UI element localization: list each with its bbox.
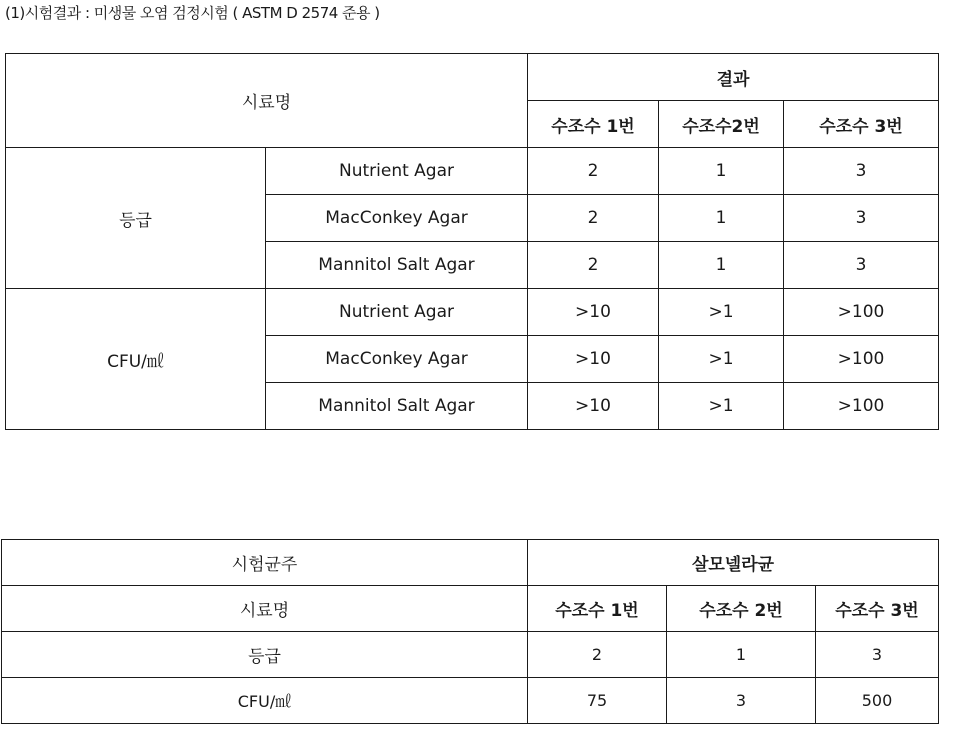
col-header: 수조수 3번 bbox=[784, 101, 939, 148]
cell-value: >100 bbox=[784, 383, 939, 430]
medium-label: Mannitol Salt Agar bbox=[266, 383, 528, 430]
cell-value: 1 bbox=[667, 632, 816, 678]
sample-name-header: 시료명 bbox=[6, 54, 528, 148]
strain-name: 살모넬라균 bbox=[528, 540, 939, 586]
cell-value: >10 bbox=[528, 383, 659, 430]
medium-label: MacConkey Agar bbox=[266, 336, 528, 383]
cell-value: 1 bbox=[659, 242, 784, 289]
medium-label: Mannitol Salt Agar bbox=[266, 242, 528, 289]
strain-header: 시험균주 bbox=[2, 540, 528, 586]
sample-name-header: 시료명 bbox=[2, 586, 528, 632]
col-header: 수조수 3번 bbox=[816, 586, 939, 632]
medium-label: Nutrient Agar bbox=[266, 148, 528, 195]
cell-value: 3 bbox=[667, 678, 816, 724]
section-title: (1)시험결과 : 미생물 오염 검정시험 ( ASTM D 2574 준용 ) bbox=[5, 4, 380, 22]
col-header: 수조수 2번 bbox=[667, 586, 816, 632]
cell-value: 3 bbox=[784, 242, 939, 289]
medium-label: Nutrient Agar bbox=[266, 289, 528, 336]
cell-value: 75 bbox=[528, 678, 667, 724]
cell-value: >10 bbox=[528, 336, 659, 383]
medium-label: MacConkey Agar bbox=[266, 195, 528, 242]
row-label: 등급 bbox=[2, 632, 528, 678]
contamination-results-table bbox=[5, 53, 939, 430]
cell-value: 1 bbox=[659, 195, 784, 242]
cell-value: >100 bbox=[784, 336, 939, 383]
cell-value: 2 bbox=[528, 148, 659, 195]
group-label: CFU/㎖ bbox=[6, 289, 266, 430]
col-header: 수조수 1번 bbox=[528, 586, 667, 632]
cell-value: 3 bbox=[784, 195, 939, 242]
col-header: 수조수2번 bbox=[659, 101, 784, 148]
cell-value: 2 bbox=[528, 632, 667, 678]
cell-value: >1 bbox=[659, 383, 784, 430]
cell-value: 2 bbox=[528, 242, 659, 289]
cell-value: 1 bbox=[659, 148, 784, 195]
cell-value: >10 bbox=[528, 289, 659, 336]
row-label: CFU/㎖ bbox=[2, 678, 528, 724]
salmonella-results-table bbox=[1, 539, 939, 724]
cell-value: >100 bbox=[784, 289, 939, 336]
cell-value: >1 bbox=[659, 289, 784, 336]
col-header: 수조수 1번 bbox=[528, 101, 659, 148]
result-header: 결과 bbox=[528, 54, 939, 101]
cell-value: 500 bbox=[816, 678, 939, 724]
group-label: 등급 bbox=[6, 148, 266, 289]
cell-value: 3 bbox=[784, 148, 939, 195]
cell-value: 3 bbox=[816, 632, 939, 678]
cell-value: 2 bbox=[528, 195, 659, 242]
cell-value: >1 bbox=[659, 336, 784, 383]
